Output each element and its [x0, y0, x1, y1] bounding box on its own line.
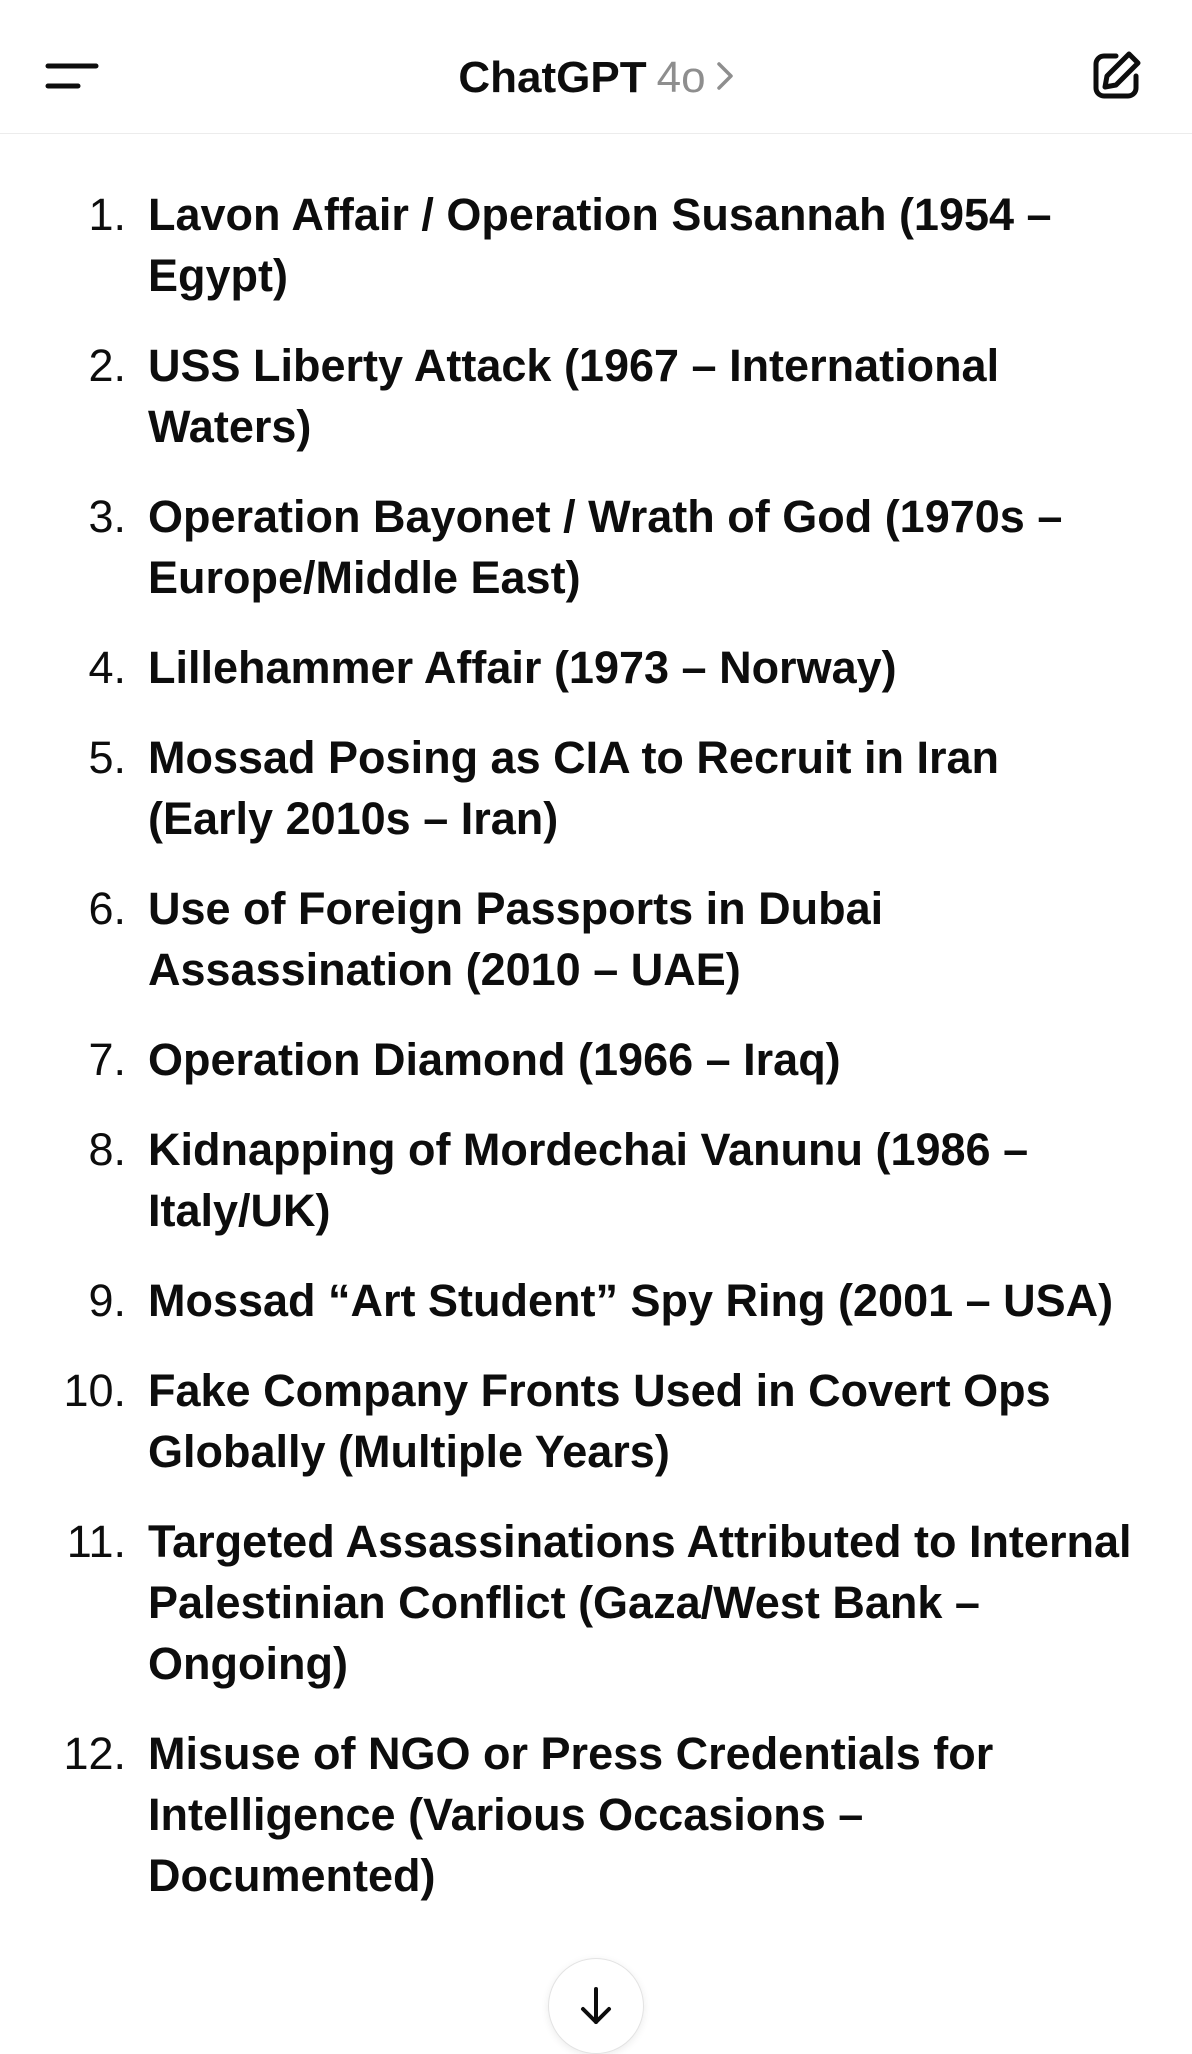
list-number: 7.: [88, 1034, 126, 1085]
chevron-right-icon: [716, 49, 734, 105]
list-item: [0, 727, 1192, 849]
scroll-to-bottom-button[interactable]: [548, 1958, 644, 2054]
list-number: 1.: [88, 189, 126, 240]
list-item: [0, 184, 1192, 306]
list-item: [0, 335, 1192, 457]
list-number: 3.: [88, 491, 126, 542]
app-title: ChatGPT: [458, 53, 647, 102]
list-item-text: Kidnapping of Mordechai Vanunu (1986 – Italy/UK): [148, 1124, 1029, 1236]
list-number: 4.: [88, 642, 126, 693]
list-item: [0, 1119, 1192, 1241]
list-item-text: Mossad Posing as CIA to Recruit in Iran (Early 2010s – Iran): [148, 732, 999, 844]
list-item-text: Lavon Affair / Operation Susannah (1954 – Egypt): [148, 189, 1052, 301]
numbered-list: [0, 134, 1192, 1906]
list-number: 10.: [63, 1365, 126, 1416]
list-number: 8.: [88, 1124, 126, 1175]
list-number: 2.: [88, 340, 126, 391]
list-item-text: Mossad “Art Student” Spy Ring (2001 – USA): [148, 1275, 1114, 1326]
list-item: [0, 637, 1192, 698]
list-number: 5.: [88, 732, 126, 783]
list-item-text: Fake Company Fronts Used in Covert Ops Globally (Multiple Years): [148, 1365, 1051, 1477]
list-number: 12.: [63, 1728, 126, 1779]
arrow-down-icon: [576, 1984, 616, 2028]
list-item: [0, 1360, 1192, 1482]
list-number: 6.: [88, 883, 126, 934]
list-item: [0, 1723, 1192, 1906]
list-item: [0, 878, 1192, 1000]
list-item-text: Use of Foreign Passports in Dubai Assassination (2010 – UAE): [148, 883, 884, 995]
list-item: [0, 1270, 1192, 1331]
model-name: 4o: [656, 53, 706, 102]
list-item-text: Misuse of NGO or Press Credentials for Intelligence (Various Occasions – Documented): [148, 1728, 994, 1901]
chat-message-content: [0, 134, 1192, 1935]
list-item-text: Operation Diamond (1966 – Iraq): [148, 1034, 841, 1085]
list-item: [0, 1029, 1192, 1090]
list-number: 9.: [88, 1275, 126, 1326]
list-item: [0, 486, 1192, 608]
new-chat-compose-icon: [1088, 48, 1144, 104]
list-item: [0, 1511, 1192, 1694]
list-number: 11.: [66, 1516, 126, 1567]
list-item-text: Operation Bayonet / Wrath of God (1970s – Europe/Middle East): [148, 491, 1063, 603]
model-selector[interactable]: [0, 50, 1192, 106]
list-item-text: USS Liberty Attack (1967 – International Waters): [148, 340, 1000, 452]
new-chat-button[interactable]: [1080, 40, 1152, 112]
list-item-text: Lillehammer Affair (1973 – Norway): [148, 642, 897, 693]
top-app-bar: [0, 0, 1192, 134]
list-item-text: Targeted Assassinations Attributed to Internal Palestinian Conflict (Gaza/West Bank – Ongoing): [148, 1516, 1132, 1689]
